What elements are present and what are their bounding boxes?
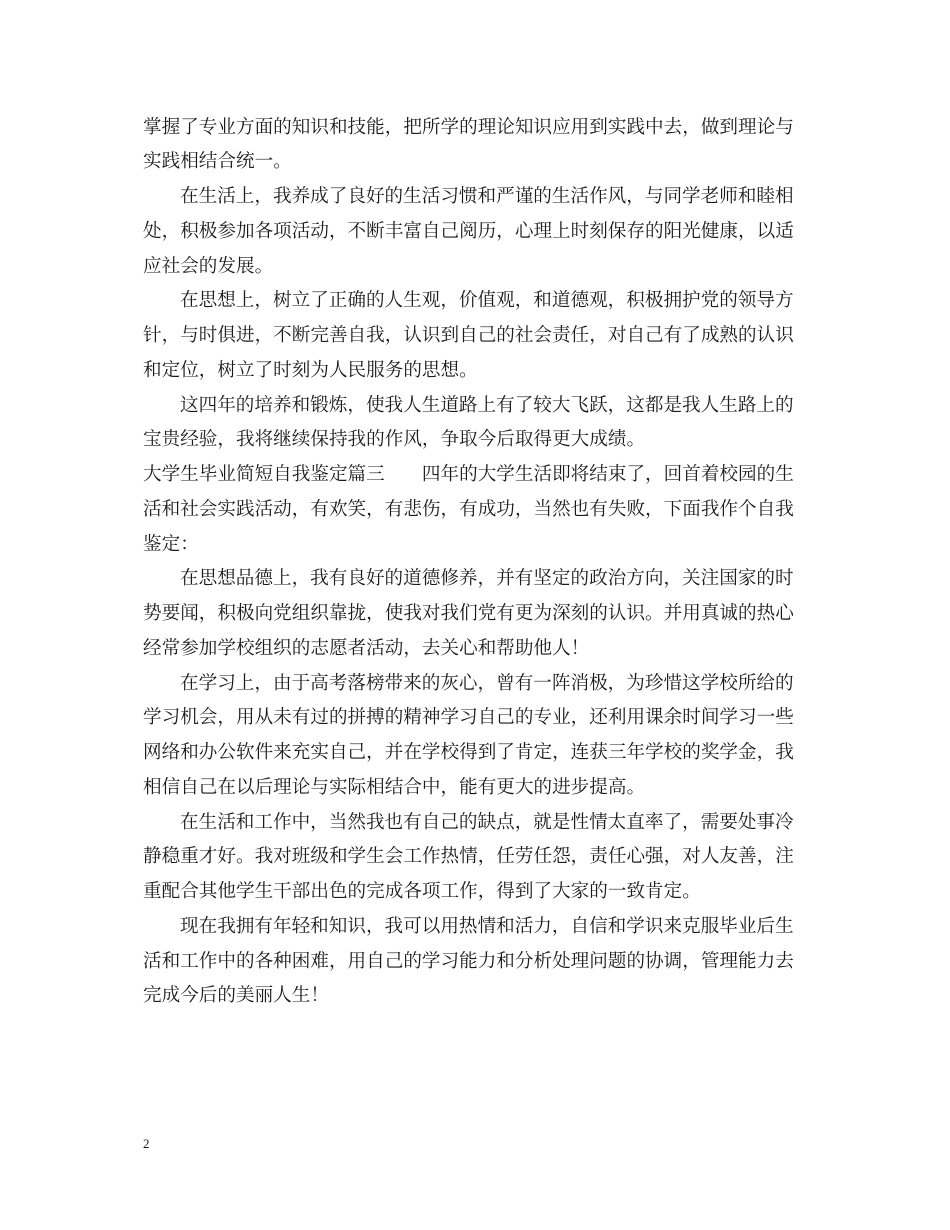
text-line: 重配合其他学生干部出色的完成各项工作，得到了大家的一致肯定。 [143,881,701,902]
text-line: 在思想上，树立了正确的人生观，价值观，和道德观，积极拥护党的领导方 [180,290,794,311]
text-line: 活和工作中的各种困难，用自己的学习能力和分析处理问题的协调，管理能力去 [143,951,794,972]
text-line: 完成今后的美丽人生！ [143,985,329,1006]
text-line: 处，积极参加各项活动，不断丰富自己阅历，心理上时刻保存的阳光健康，以适 [143,221,794,242]
text-line: 鉴定： [143,534,199,555]
text-line: 在学习上，由于高考落榜带来的灰心，曾有一阵消极，为珍惜这学校所给的 [180,673,794,694]
text-line: 网络和办公软件来充实自己，并在学校得到了肯定，连获三年学校的奖学金，我 [143,742,794,763]
page-number: 2 [143,1136,150,1151]
text-line: 学习机会，用从未有过的拼搏的精神学习自己的专业，还利用课余时间学习一些 [143,707,794,728]
text-line: 在思想品德上，我有良好的道德修养，并有坚定的政治方向，关注国家的时 [180,568,794,589]
text-line: 经常参加学校组织的志愿者活动，去关心和帮助他人！ [143,638,590,659]
text-line: 在生活和工作中，当然我也有自己的缺点，就是性情太直率了，需要处事冷 [180,812,794,833]
text-line: 活和社会实践活动，有欢笑，有悲伤，有成功，当然也有失败，下面我作个自我 [143,499,794,520]
text-line: 这四年的培养和锻炼，使我人生道路上有了较大飞跃，这都是我人生路上的 [180,395,794,416]
text-line: 势要闻，积极向党组织靠拢，使我对我们党有更为深刻的认识。并用真诚的热心 [143,603,794,624]
text-line: 现在我拥有年轻和知识，我可以用热情和活力，自信和学识来克服毕业后生 [180,916,794,937]
text-line: 在生活上，我养成了良好的生活习惯和严谨的生活作风，与同学老师和睦相 [180,186,794,207]
text-line: 静稳重才好。我对班级和学生会工作热情，任劳任怨，责任心强，对人友善，注 [143,846,794,867]
text-line: 实践相结合统一。 [143,151,292,172]
text-line: 宝贵经验，我将继续保持我的作风，争取今后取得更大成绩。 [143,429,646,450]
text-line: 应社会的发展。 [143,256,274,277]
text-line: 相信自己在以后理论与实际相结合中，能有更大的进步提高。 [143,777,646,798]
text-line: 针，与时俱进，不断完善自我，认识到自己的社会责任，对自己有了成熟的认识 [143,325,794,346]
text-line: 和定位，树立了时刻为人民服务的思想。 [143,360,478,381]
text-line: 掌握了专业方面的知识和技能，把所学的理论知识应用到实践中去，做到理论与 [143,117,794,138]
section-heading-line: 大学生毕业简短自我鉴定篇三 四年的大学生活即将结束了，回首着校园的生 [143,464,794,485]
